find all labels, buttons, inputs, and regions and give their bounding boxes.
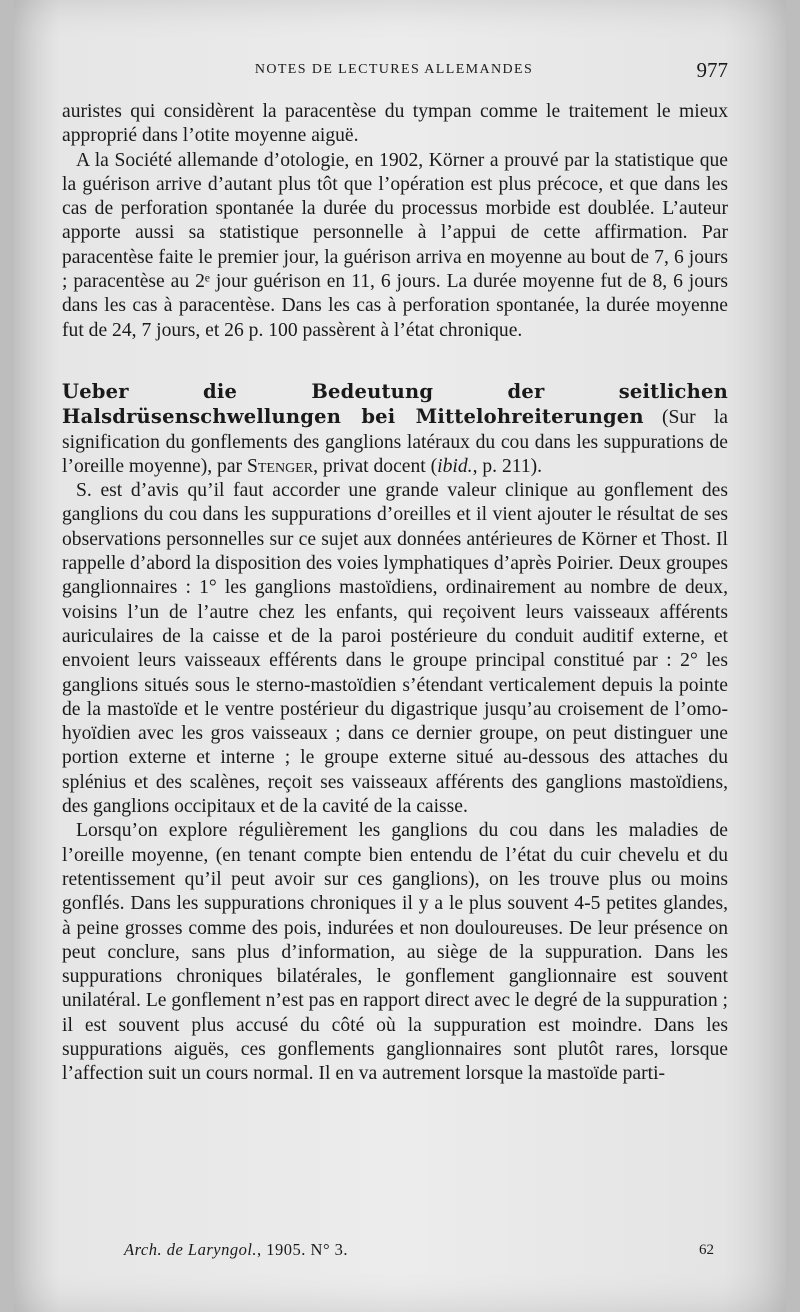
page-footer bbox=[124, 1240, 714, 1262]
article-heading bbox=[62, 380, 728, 479]
footer-citation bbox=[124, 1240, 348, 1260]
paragraph-exploration: Lorsqu’on explore régulièrement les ganglions du cou dans les maladies de l’oreille moyenne, (en tenant compte bien entendu de l’état du cuir chevelu et du retentissement qu’il peut avoir sur ces ganglions), on les trouve plus ou moins gonflés. Dans les suppurations chroniques il y a le plus souvent 4-5 petites glandes, à peine grosses comme des pois, indurées et non douloureuses. De leur présence on peut conclure, sans plus d’information, au siège de la suppuration. Dans les suppurations chroniques bilatérales, le gonflement ganglionnaire est souvent unilatéral. Le gonflement n’est pas en rapport direct avec le degré de la suppuration ; il est souvent plus accusé du côté où la suppuration est moindre. Dans les suppurations aiguës, ces gonflements ganglionnaires sont plutôt rares, lorsque l’affection suit un cours normal. Il en va autrement lorsque la mastoïde parti- bbox=[62, 820, 728, 1085]
signature-mark: 62 bbox=[699, 1242, 714, 1258]
page-body bbox=[62, 100, 728, 1087]
running-title: NOTES DE LECTURES ALLEMANDES bbox=[254, 62, 534, 77]
journal-name: Arch. de Laryngol. bbox=[124, 1240, 258, 1259]
paragraph-lymphatics: S. est d’avis qu’il faut accorder une grande valeur clinique au gonflement des ganglions du cou dans les suppurations d’oreilles et il vient ajouter le résultat de ses observations personnelles sur ce sujet aux données antérieures de Körner et Thost. Il rappelle d’abord la disposition des voies lymphatiques d’après Poirier. Deux groupes ganglionnaires : 1° les ganglions mastoïdiens, ordinairement au nombre de deux, voisins l’un de l’autre chez les enfants, qui reçoivent leurs vaisseaux afférents auriculaires de la caisse et de la paroi postérieure du conduit auditif externe, et envoient leurs vaisseaux efférents dans le groupe principal constitué par : 2° les ganglions situés sous le sterno-mastoïdien s’étendant verticalement depuis la pointe de la mastoïde et le ventre postérieur du digastrique jusqu’au croisement de l’omo-hyoïdien avec les gros vaisseaux ; dans ce dernier groupe, on peut distinguer une portion externe et interne ; le groupe externe situé au-dessous des attaches du splénius et des scalènes, reçoit ses vaisseaux afférents des ganglions mastoïdiens, des ganglions occipitaux et de la cavité de la caisse. bbox=[62, 480, 728, 818]
article-ibid: ibid. bbox=[437, 455, 473, 477]
page-number: 977 bbox=[696, 58, 728, 82]
paragraph-continuation: auristes qui considèrent la paracentèse du tympan comme le traitement le mieux approprié dans l’otite moyenne aiguë. bbox=[62, 101, 728, 147]
section-gap bbox=[62, 343, 728, 380]
article-title-german: Ueber die Bedeutung der seitlichen Halsdrüsenschwellungen bei Mittelohreiterungen bbox=[62, 379, 728, 429]
journal-issue: , 1905. N° 3. bbox=[257, 1240, 349, 1259]
paragraph-korner-statistics: A la Société allemande d’otologie, en 1902, Körner a prouvé par la statistique que la guérison arrive d’autant plus tôt que l’opération est plus précoce, et que dans les cas de perforation spontanée la durée du processus morbide est doublée. L’auteur apporte aussi sa statistique personnelle à l’appui de cette affirmation. Par paracentèse faite le premier jour, la guérison arriva en moyenne au bout de 7, 6 jours ; paracentèse au 2ᵉ jour guérison en 11, 6 jours. La durée moyenne fut de 8, 6 jours dans les cas à paracentèse. Dans les cas à perforation spontanée, la durée moyenne fut de 24, 7 jours, et 26 p. 100 passèrent à l’état chronique. bbox=[62, 149, 728, 341]
article-title-french: (Sur la signification du gonflements des ganglions latéraux du cou dans les suppurations de l’oreille moyenne), par bbox=[62, 407, 728, 477]
page-header bbox=[60, 58, 728, 82]
article-author: Stenger bbox=[246, 455, 314, 477]
article-author-role: , privat docent ( bbox=[313, 455, 438, 477]
article-page-ref: , p. 211). bbox=[472, 455, 543, 477]
book-page bbox=[14, 0, 786, 1312]
